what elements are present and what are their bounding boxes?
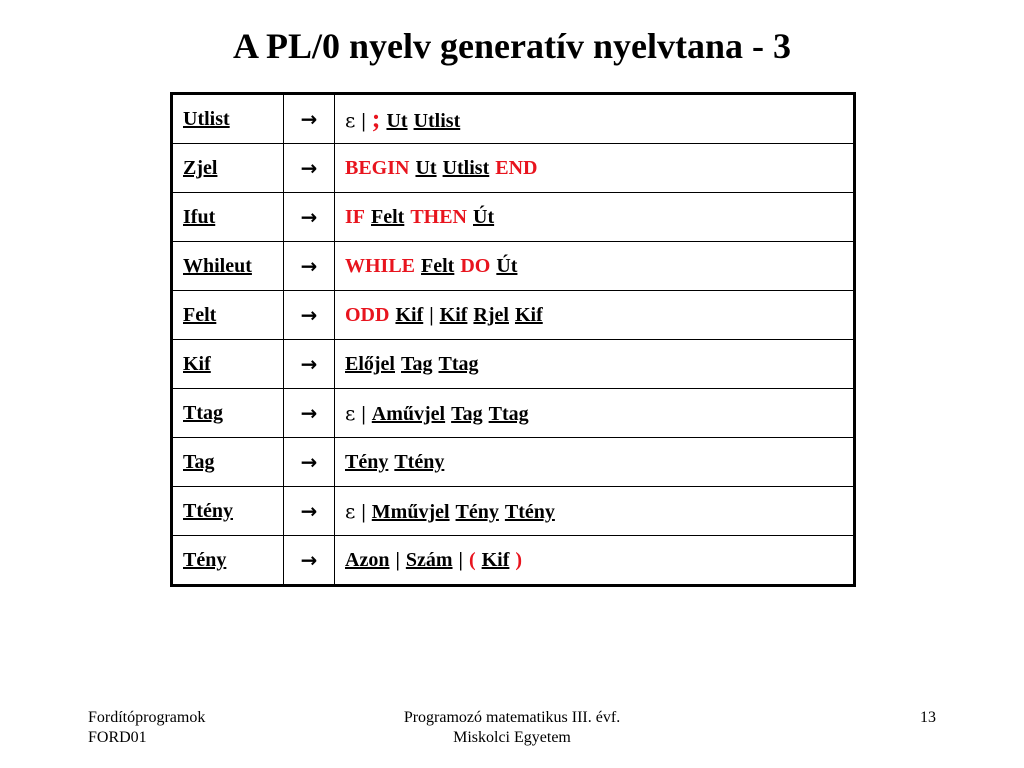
alternative-separator: | [458,548,463,571]
rule-rhs [335,487,855,536]
epsilon-symbol: ε [345,400,356,425]
rule-lhs [172,193,284,242]
nonterminal-symbol: Mművjel [371,500,450,523]
nonterminal-symbol: Rjel [473,303,509,326]
nonterminal-symbol: Szám [405,548,453,571]
nonterminal-symbol: Ut [415,156,437,179]
nonterminal-symbol: Tag [183,450,215,473]
grammar-rule-row [172,389,855,438]
alternative-separator: | [395,548,400,571]
nonterminal-symbol: Felt [183,303,217,326]
rule-lhs [172,438,284,487]
semicolon-terminal: ; [371,104,381,133]
nonterminal-symbol: Kif [481,548,510,571]
rule-lhs [172,291,284,340]
nonterminal-symbol: Felt [421,254,455,277]
nonterminal-symbol: Ttag [488,402,529,425]
nonterminal-symbol: Út [496,254,518,277]
grammar-rule-row [172,340,855,389]
derives-arrow-icon: → [284,438,335,487]
alternative-separator: | [361,110,366,132]
nonterminal-symbol: Tag [401,352,433,375]
footer-program: Programozó matematikus III. évf. [403,709,621,726]
nonterminal-symbol: Ttény [394,450,445,473]
footer-center [330,708,694,748]
grammar-rule-row [172,193,855,242]
rule-lhs [172,389,284,438]
footer-course-name: Fordítóprogramok [88,709,206,726]
rule-rhs [335,242,855,291]
grammar-table [170,92,856,587]
derives-arrow-icon: → [284,536,335,586]
rule-rhs [335,438,855,487]
nonterminal-symbol: Ttény [504,500,555,523]
footer-course-code: FORD01 [88,729,147,746]
alternative-separator: | [361,402,366,425]
nonterminal-symbol: Kif [514,303,543,326]
nonterminal-symbol: Kif [183,352,211,375]
keyword-terminal: ODD [345,303,390,326]
nonterminal-symbol: Ttény [183,499,233,522]
keyword-terminal: DO [460,254,491,277]
grammar-rule-row [172,487,855,536]
rule-rhs [335,291,855,340]
nonterminal-symbol: Utlist [413,110,461,132]
derives-arrow-icon: → [284,94,335,144]
nonterminal-symbol: Kif [395,303,424,326]
keyword-terminal: IF [345,205,365,228]
rule-lhs [172,144,284,193]
keyword-terminal: WHILE [345,254,416,277]
grammar-rule-row [172,291,855,340]
derives-arrow-icon: → [284,144,335,193]
nonterminal-symbol: Utlist [183,107,230,130]
rule-lhs [172,487,284,536]
grammar-rule-row [172,242,855,291]
nonterminal-symbol: Út [473,205,495,228]
rule-lhs [172,340,284,389]
derives-arrow-icon: → [284,291,335,340]
derives-arrow-icon: → [284,193,335,242]
rule-rhs [335,389,855,438]
rule-lhs [172,242,284,291]
derives-arrow-icon: → [284,340,335,389]
nonterminal-symbol: Aművjel [371,402,446,425]
slide-title: A PL/0 nyelv generatív nyelvtana - 3 [233,26,791,66]
grammar-rule-row [172,536,855,586]
rule-rhs [335,94,855,144]
keyword-terminal: ( [468,548,476,571]
nonterminal-symbol: Tény [455,500,499,523]
grammar-rule-row [172,438,855,487]
nonterminal-symbol: Előjel [345,352,395,375]
epsilon-symbol: ε [345,498,356,523]
footer-university: Miskolci Egyetem [453,729,571,746]
nonterminal-symbol: Azon [345,548,390,571]
nonterminal-symbol: Zjel [183,156,218,179]
nonterminal-symbol: Tag [451,402,483,425]
grammar-rules [172,94,855,586]
rule-rhs [335,144,855,193]
rule-rhs [335,536,855,586]
keyword-terminal: END [495,156,538,179]
nonterminal-symbol: Tény [183,548,227,571]
nonterminal-symbol: Kif [439,303,468,326]
keyword-terminal: THEN [410,205,467,228]
derives-arrow-icon: → [284,487,335,536]
alternative-separator: | [361,500,366,523]
rule-lhs [172,536,284,586]
grammar-rule-row [172,144,855,193]
derives-arrow-icon: → [284,389,335,438]
epsilon-symbol: ε [345,108,356,132]
nonterminal-symbol: Whileut [183,254,252,277]
page-number: 13 [920,709,936,726]
nonterminal-symbol: Ttag [183,401,223,424]
rule-lhs [172,94,284,144]
rule-rhs [335,193,855,242]
rule-rhs [335,340,855,389]
nonterminal-symbol: Tény [345,450,389,473]
alternative-separator: | [429,303,434,326]
nonterminal-symbol: Ut [386,110,408,132]
nonterminal-symbol: Ifut [183,205,216,228]
keyword-terminal: BEGIN [345,156,410,179]
grammar-rule-row [172,94,855,144]
footer-left [88,708,205,748]
nonterminal-symbol: Ttag [438,352,479,375]
keyword-terminal: ) [515,548,523,571]
nonterminal-symbol: Utlist [442,156,490,179]
derives-arrow-icon: → [284,242,335,291]
nonterminal-symbol: Felt [371,205,405,228]
